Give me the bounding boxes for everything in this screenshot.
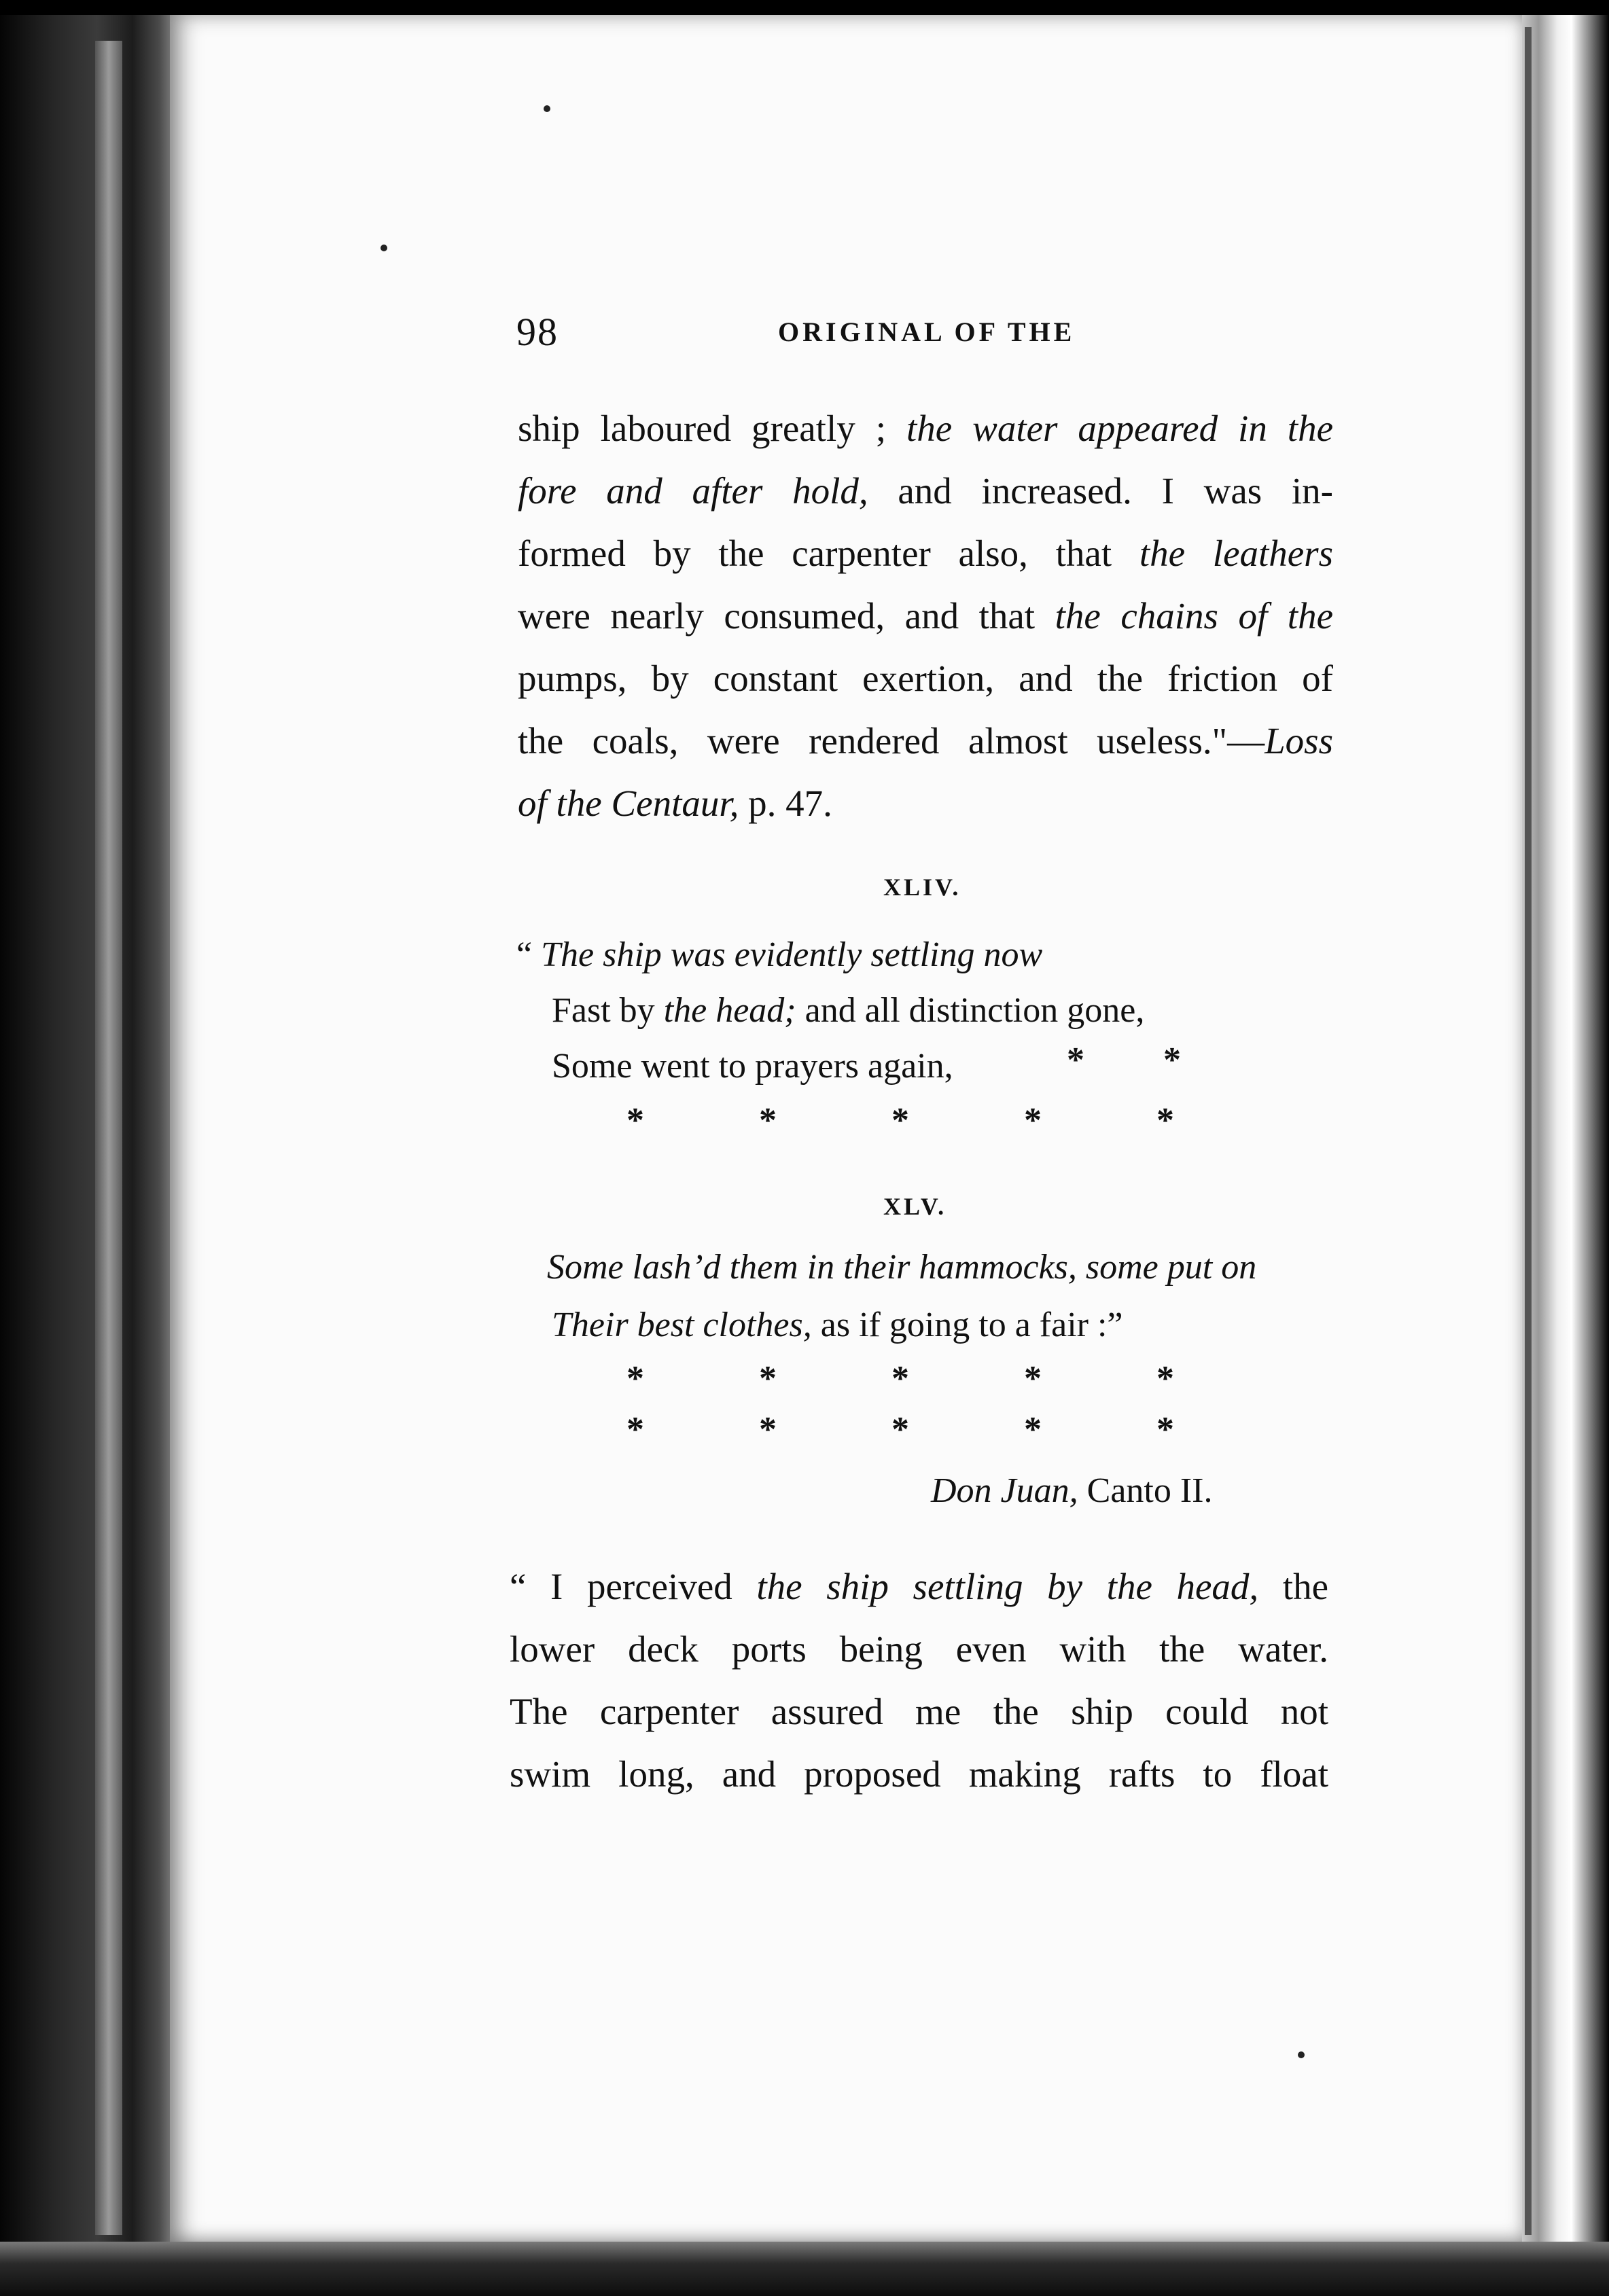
scan-bottom-edge [0, 2242, 1609, 2296]
asterisk: * [891, 1359, 909, 1398]
stanza-number-44: XLIV. [883, 874, 961, 901]
prose-top [518, 397, 1333, 835]
prose-line: the coals, were rendered almost useless."—Loss [518, 720, 1333, 761]
prose-line: The carpenter assured me the ship could not [510, 1691, 1328, 1732]
scan-top-edge [0, 0, 1609, 15]
running-head-title: ORIGINAL OF THE [778, 317, 1076, 347]
asterisk: * [626, 1410, 644, 1449]
asterisk: * [759, 1410, 777, 1449]
attribution: Don Juan, Canto II. [931, 1471, 1213, 1510]
asterisk-row [625, 1410, 1175, 1450]
prose-line: fore and after hold, and increased. I was in- [518, 470, 1333, 512]
scan-speck [1298, 2051, 1305, 2058]
asterisk: * [1163, 1041, 1181, 1079]
verse-line: Some lash’d them in their hammocks, some put on [547, 1248, 1257, 1287]
asterisk: * [1156, 1101, 1174, 1140]
asterisk: * [759, 1101, 777, 1140]
prose-line: of the Centaur, p. 47. [518, 783, 832, 824]
prose-line: “ I perceived the ship settling by the head, the [510, 1566, 1328, 1607]
asterisk: * [891, 1410, 909, 1449]
verse-line: Some went to prayers again, [552, 1047, 953, 1086]
prose-line: formed by the carpenter also, that the leathers [518, 533, 1333, 574]
asterisk: * [626, 1101, 644, 1140]
asterisk-row [625, 1100, 1175, 1141]
page-edge-line [1525, 27, 1532, 2235]
prose-line: lower deck ports being even with the water. [510, 1628, 1328, 1670]
asterisk: * [759, 1359, 777, 1398]
asterisk: * [1156, 1359, 1174, 1398]
asterisk: * [626, 1359, 644, 1398]
asterisk: * [1024, 1410, 1042, 1449]
spine-fold [95, 41, 122, 2235]
scan-speck [544, 105, 550, 112]
asterisk: * [1024, 1101, 1042, 1140]
verse-line: “ The ship was evidently settling now [516, 935, 1043, 974]
stanza-number-45: XLV. [883, 1193, 947, 1220]
prose-bottom [510, 1556, 1328, 1806]
verse-line: Their best clothes, as if going to a fair :” [552, 1306, 1123, 1344]
running-head [516, 309, 1332, 363]
prose-line: ship laboured greatly ; the water appeared in the [518, 408, 1333, 449]
asterisk-row [625, 1359, 1175, 1399]
prose-line: were nearly consumed, and that the chains of the [518, 595, 1334, 636]
asterisk: * [1024, 1359, 1042, 1398]
asterisk: * [891, 1101, 909, 1140]
asterisk: * [1067, 1041, 1084, 1079]
verse-line: Fast by the head; and all distinction gone, [552, 991, 1145, 1030]
page-number: 98 [516, 310, 559, 354]
scan-speck [381, 245, 387, 251]
book-spine [0, 0, 177, 2296]
asterisk: * [1156, 1410, 1174, 1449]
prose-line: pumps, by constant exertion, and the friction of [518, 658, 1333, 699]
prose-line: swim long, and proposed making rafts to float [510, 1753, 1328, 1795]
